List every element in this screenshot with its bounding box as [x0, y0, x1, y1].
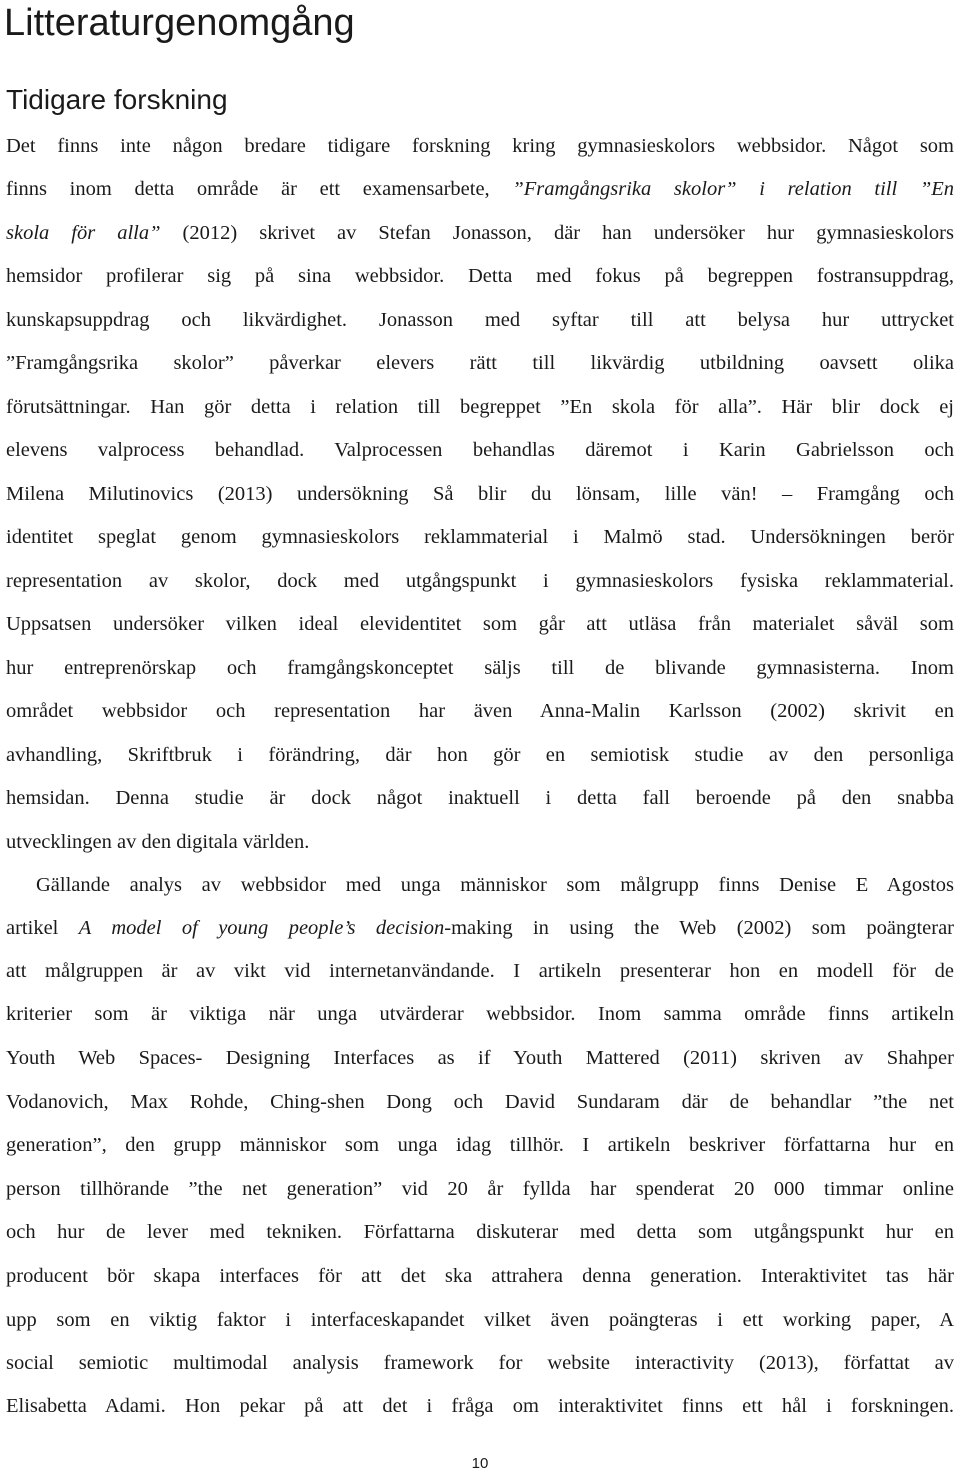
text-line [6, 1210, 954, 1254]
text-segment: förutsättningar. Han gör detta i relation till begreppet ”En skola för alla”. Här blir dock ej [6, 396, 954, 418]
text-line [6, 602, 954, 646]
text-segment: Uppsatsen undersöker vilken ideal elevidentitet som går att utläsa från materialet såväl som [6, 613, 954, 635]
text-segment: utvecklingen av den digitala världen. [6, 831, 310, 853]
text-line [6, 1167, 954, 1211]
page-number: 10 [471, 1455, 489, 1472]
text-line [6, 515, 954, 559]
italic-text: ”Framgångsrika skolor” i relation till ”En [512, 178, 954, 200]
text-segment: ”Framgångsrika skolor” påverkar elevers rätt till likvärdig utbildning oavsett olika [6, 352, 954, 374]
text-segment: -making in using the Web (2002) som poängterar [444, 917, 954, 939]
text-segment: Det finns inte någon bredare tidigare forskning kring gymnasieskolors webbsidor. Något som [6, 135, 954, 157]
text-segment: producent bör skapa interfaces för att det ska attrahera denna generation. Interaktivitet tas här [6, 1265, 954, 1287]
text-segment: och hur de lever med tekniken. Författarna diskuterar med detta som utgångspunkt hur en [6, 1221, 954, 1243]
text-segment: avhandling, Skriftbruk i förändring, där hon gör en semiotisk studie av den personliga [6, 744, 954, 766]
text-segment: identitet speglat genom gymnasieskolors reklammaterial i Malmö stad. Undersökningen berör [6, 526, 954, 548]
text-line [6, 776, 954, 820]
text-line [6, 733, 954, 777]
text-segment: (2012) skrivet av Stefan Jonasson, där han undersöker hur gymnasieskolors [160, 222, 954, 244]
text-line [6, 906, 954, 950]
text-line [36, 863, 954, 907]
text-line [6, 298, 954, 342]
text-line [6, 1384, 954, 1428]
text-segment: Elisabetta Adami. Hon pekar på att det i fråga om interaktivitet finns ett hål i forskningen. [6, 1395, 954, 1417]
text-line [6, 646, 954, 690]
text-line [6, 1254, 954, 1298]
text-line [6, 167, 954, 211]
text-line [6, 1036, 954, 1080]
text-segment: representation av skolor, dock med utgångspunkt i gymnasieskolors fysiska reklammaterial. [6, 570, 954, 592]
text-segment: området webbsidor och representation har även Anna-Malin Karlsson (2002) skrivit en [6, 700, 954, 722]
italic-text: skola för alla” [6, 222, 161, 244]
text-segment: Gällande analys av webbsidor med unga människor som målgrupp finns Denise E Agostos [36, 874, 954, 896]
text-segment: person tillhörande ”the net generation” vid 20 år fyllda har spenderat 20 000 timmar online [6, 1178, 954, 1200]
text-line [6, 124, 954, 168]
text-line [6, 211, 954, 255]
text-line [6, 949, 954, 993]
text-line [6, 385, 954, 429]
text-segment: generation”, den grupp människor som unga idag tillhör. I artikeln beskriver författarna hur en [6, 1134, 954, 1156]
text-segment: hur entreprenörskap och framgångskonceptet säljs till de blivande gymnasisterna. Inom [6, 657, 954, 679]
text-line [6, 428, 954, 472]
text-line [6, 341, 954, 385]
text-segment: Youth Web Spaces- Designing Interfaces as if Youth Mattered (2011) skriven av Shahper [6, 1047, 954, 1069]
text-segment: att målgruppen är av vikt vid internetanvändande. I artikeln presenterar hon en modell för de [6, 960, 954, 982]
text-segment: Vodanovich, Max Rohde, Ching-shen Dong och David Sundaram där de behandlar ”the net [6, 1091, 954, 1113]
text-line [6, 689, 954, 733]
text-line [6, 1341, 954, 1385]
text-segment: finns inom detta område är ett examensarbete, [6, 178, 513, 200]
text-line [6, 1298, 954, 1342]
text-line [6, 1123, 954, 1167]
page-title: Litteraturgenomgång [4, 2, 355, 44]
text-line [6, 1080, 954, 1124]
text-segment: upp som en viktig faktor i interfaceskapandet vilket även poängteras i ett working paper, A [6, 1309, 954, 1331]
text-segment: social semiotic multimodal analysis framework for website interactivity (2013), författat av [6, 1352, 954, 1374]
text-line [6, 472, 954, 516]
text-segment: kriterier som är viktiga när unga utvärderar webbsidor. Inom samma område finns artikeln [6, 1003, 954, 1025]
text-segment: hemsidor profilerar sig på sina webbsidor. Detta med fokus på begreppen fostransuppdrag, [6, 265, 954, 287]
italic-text: A model of young people’s decision [78, 917, 445, 939]
section-heading: Tidigare forskning [6, 84, 228, 115]
text-segment: hemsidan. Denna studie är dock något inaktuell i detta fall beroende på den snabba [6, 787, 954, 809]
text-segment: elevens valprocess behandlad. Valprocessen behandlas däremot i Karin Gabrielsson och [6, 439, 954, 461]
text-line [6, 820, 954, 864]
text-line [6, 992, 954, 1036]
text-line [6, 559, 954, 603]
text-segment: Milena Milutinovics (2013) undersökning Så blir du lönsam, lille vän! – Framgång och [6, 483, 954, 505]
text-segment: kunskapsuppdrag och likvärdighet. Jonasson med syftar till att belysa hur uttrycket [6, 309, 954, 331]
text-line [6, 254, 954, 298]
text-segment: artikel [6, 917, 79, 939]
